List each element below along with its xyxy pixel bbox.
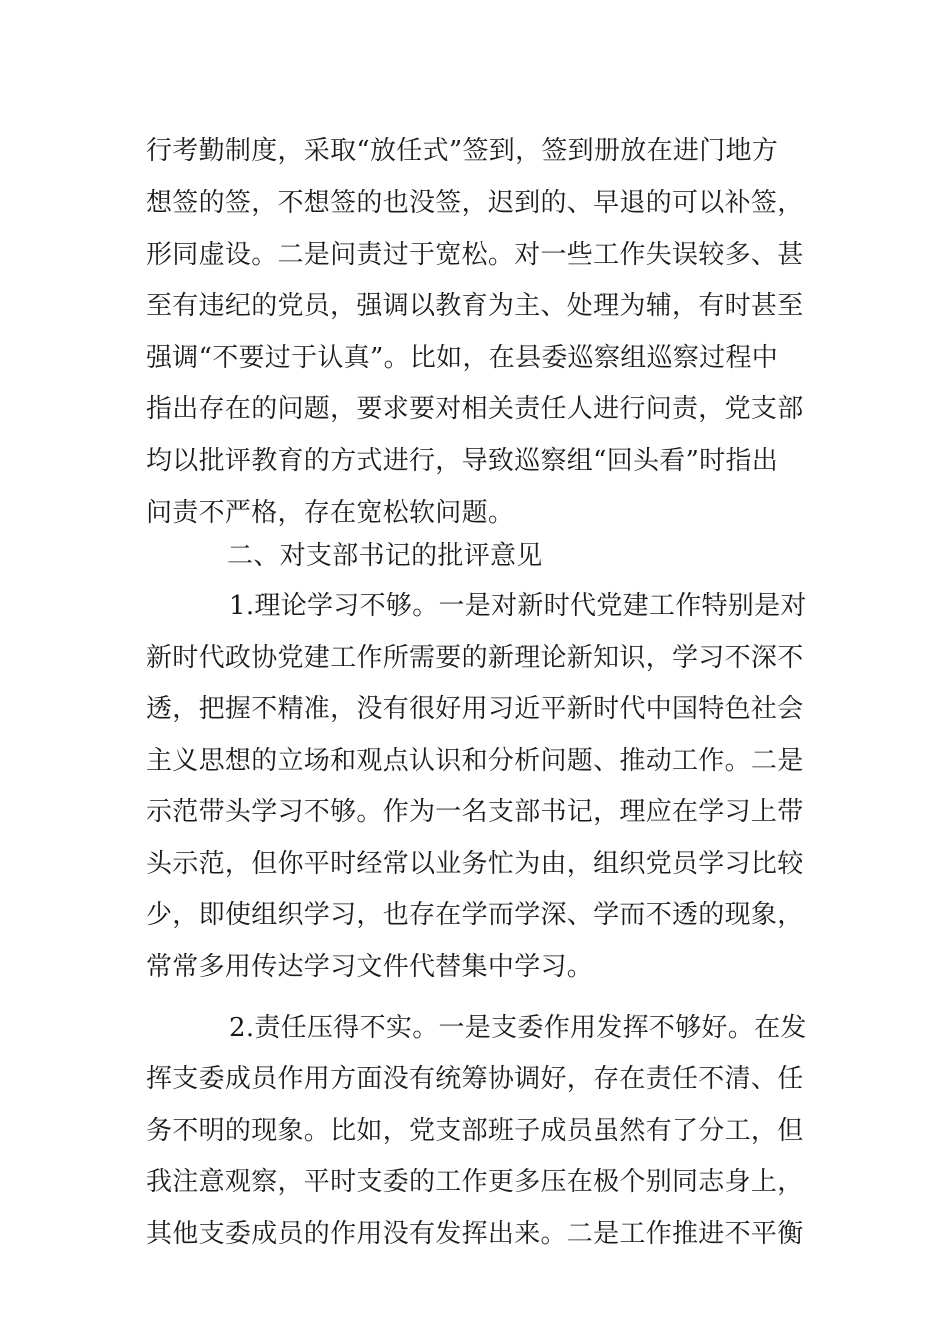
item-1-text-line: 少，即使组织学习，也存在学而学深、学而不透的现象，	[146, 900, 804, 930]
text-line: 强调“不要过于认真”。比如，在县委巡察组巡察过程中	[146, 343, 779, 373]
item-2-text-line: 务不明的现象。比如，党支部班子成员虽然有了分工，但	[146, 1116, 804, 1146]
text-line: 指出存在的问题，要求要对相关责任人进行问责，党支部	[146, 394, 804, 424]
text-line: 均以批评教育的方式进行，导致巡察组“回头看”时指出	[146, 446, 779, 476]
item-2-text-line: 挥支委成员作用方面没有统筹协调好，存在责任不清、任	[146, 1064, 804, 1094]
item-1-text-line: 头示范，但你平时经常以业务忙为由，组织党员学习比较	[146, 849, 804, 879]
text-line: 至有违纪的党员，强调以教育为主、处理为辅，有时甚至	[146, 291, 804, 321]
item-1-text-line: 示范带头学习不够。作为一名支部书记，理应在学习上带	[146, 797, 804, 827]
item-1-text-line: 常常多用传达学习文件代替集中学习。	[146, 952, 594, 982]
text-line: 行考勤制度，采取“放任式”签到，签到册放在进门地方	[146, 136, 779, 166]
text-line: 想签的签，不想签的也没签，迟到的、早退的可以补签，	[146, 188, 804, 218]
item-1-text-line: 1.理论学习不够。一是对新时代党建工作特别是对	[229, 591, 807, 621]
item-1-text-line: 主义思想的立场和观点认识和分析问题、推动工作。二是	[146, 746, 804, 776]
item-2-text-line: 2.责任压得不实。一是支委作用发挥不够好。在发	[229, 1013, 807, 1043]
text-line: 问责不严格，存在宽松软问题。	[146, 498, 515, 528]
section-heading: 二、对支部书记的批评意见	[227, 541, 543, 571]
item-1-text-line: 新时代政协党建工作所需要的新理论新知识，学习不深不	[146, 643, 804, 673]
item-2-text-line: 其他支委成员的作用没有发挥出来。二是工作推进不平衡	[146, 1219, 804, 1249]
text-line: 形同虚设。二是问责过于宽松。对一些工作失误较多、甚	[146, 240, 804, 270]
item-1-text-line: 透，把握不精准，没有很好用习近平新时代中国特色社会	[146, 694, 804, 724]
item-2-text-line: 我注意观察，平时支委的工作更多压在极个别同志身上，	[146, 1167, 804, 1197]
